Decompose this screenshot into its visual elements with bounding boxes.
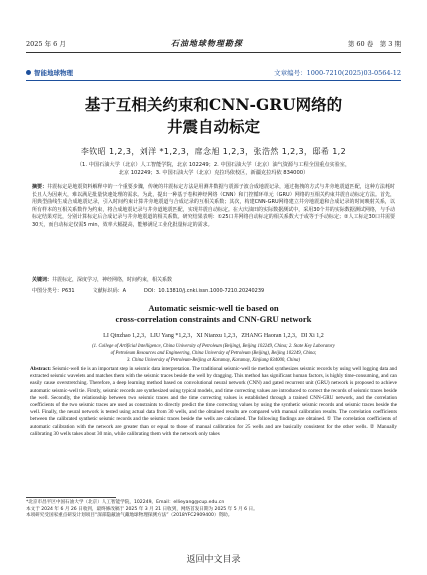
keywords-text: 井震标定，深度学习，神经网络，时间约束，相关系数 [52, 277, 173, 283]
affiliation-line: 3. China University of Petroleum-Beijing at Karamay, Karamay, Xinjiang 834000, China) [126, 357, 301, 363]
title-english-line-2: cross-correlation constraints and CNN-GRU network [115, 314, 312, 324]
footnote-dates: 本文于 2024 年 6 月 26 日收到，最终修改稿于 2025 年 3 月 21 日收到，网络首发日期为 2025 年 5 月 6 日。 [26, 506, 258, 512]
authors-english: LI Qinzhao 1,2,3，LIU Yang *1,2,3，XI Nianxu 1,2,3，ZHANG Haoran 1,2,3，DI Xi 1,2 [103, 333, 324, 339]
title-english-line-1: Automatic seismic-well tie based on [148, 303, 279, 313]
classification-line [32, 287, 395, 294]
section-tag [26, 68, 73, 77]
journal-name: 石油地球物理勘探 [170, 37, 243, 48]
issue-date: 2025 年 6 月 [26, 39, 66, 48]
abstract-label: Abstract: [30, 366, 52, 372]
running-head [26, 36, 401, 50]
keywords-label: 关键词： [32, 277, 53, 283]
footnotes [26, 500, 401, 520]
affiliation-line: (1. College of Artificial Intelligence, China University of Petroleum (Beijing), Beijing 102249, China; 2. State Key Laboratory [92, 344, 335, 349]
title-chinese-line-1: 基于互相关约束和CNN-GRU网络的 [84, 95, 343, 114]
header-rule [26, 52, 401, 53]
footnote-rule [26, 497, 116, 498]
doi: DOI：10.13810/j.cnki.issn.1000-7210.20240239 [143, 288, 265, 294]
abstract-english [30, 366, 397, 438]
article-number: 文章编号：1000-7210(2025)03-0564-12 [274, 68, 401, 77]
title-chinese-line-2: 井震自动标定 [166, 117, 260, 136]
affiliation-line: （1. 中国石油大学（北京）人工智能学院，北京 102249；2. 中国石油大学（北京）油气资源与工程全国重点实验室， [76, 162, 351, 168]
section-tag-label: 智能地球物理 [34, 68, 73, 77]
title-chinese [26, 94, 401, 138]
abstract-label: 摘要： [32, 184, 48, 190]
abstract-chinese [32, 184, 395, 230]
section-bullet-icon [26, 70, 31, 75]
document-code: 文献标识码：A [92, 288, 126, 294]
footnote-corresponding: *北京市昌平区中国石油大学（北京）人工智能学院，102249。Email：ellieyang@cup.edu.cn [26, 500, 225, 505]
back-to-contents-link[interactable]: 返回中文目录 [186, 555, 241, 565]
affiliation-line: of Petroleum Resources and Engineering, China University of Petroleum (Beijing), Beijing 102249, China; [110, 350, 317, 356]
affiliations-chinese [36, 161, 391, 177]
affiliations-english [34, 344, 393, 364]
section-rule [26, 80, 401, 81]
volume-issue: 第 60 卷 第 3 期 [347, 39, 401, 48]
clc-number: 中图分类号：P631 [32, 288, 75, 294]
footnote-funding: 本项研究受国家重点研发计划项目“深部隐蔽油气藏地球物理探测方法”（2018YFC2909400）资助。 [26, 513, 233, 519]
authors-chinese: 李钦昭 1,2,3，刘洋 *1,2,3，席念旭 1,2,3，张浩然 1,2,3，邸希 1,2 [80, 147, 347, 156]
keywords-chinese [32, 276, 395, 283]
abstract-text: 井震标定是地震资料解释中的一个重要步骤，传统的井震标定方法是用测井数据与震源子波合成地震记录，通过拖拽的方式与井旁地震道匹配，这种方法耗时长且人为因素大，难以满足批量快速处理的需求。为此，提出一种基于卷积神经网络（CNN）和门控循环单元（GRU）网络的互相关约束井震自动标定方法。首先，用典型曲线生成合成地震记录，引入时间约束计算井旁地震道与合成记录的互相关系数；其次，构建CNN-GRU网络建立井旁地震道和合成记录的时间映射关系，以所有样本的互相关系数作为约束，将合成地震记录与井旁道地震匹配，实现井震自动标定。在大庆油田的实际数据测试中，采用30个井的实际数据测试网络，与手动标定结果对比，分别计算标定后合成记录与井旁地震道的相关系数。研究结果表明：①25口井网络自动标定的相关系数大于或等于手动标定；②人工标定30口井需要30天，而自动标定仅需5 min，效率大幅提高，能够满足工业化批量标定的需求。 [32, 184, 395, 228]
abstract-text: Seismic-well tie is an important step in seismic data interpretation. The traditional seismic-well tie method synthesizes seismic records by using well logging data and extracted seismic wavelets and matches them with the seismic traces beside the well by dragging. This method has significant human factors, is highly time-consuming, and can easily cause overstretching. Therefore, a deep learning method based on convolutional neural network (CNN) and gated recurrent unit (GRU) network is proposed to achieve automatic seismic-well tie. Firstly, seismic records are synthesized using typical models, and time correcting values are introduced to correct the records of seismic traces beside the well. Secondly, the relationship between two seismic traces and the time correcting values is established through a trained CNN-GRU network, and the correlation coefficients of the two seismic traces are used as constraints to directly predict the time correcting values by using the synthetic seismic records and seismic traces beside the well. Finally, the neural network is tested using actual data from 30 wells, and the obtained results are compared with manual calibration results. The correlation coefficients between the calibrated synthetic seismic records and the seismic traces beside the wells are calculated. The following findings are obtained. ① The correlation coefficients of automatic calibration with the network are greater than or equal to those of manual calibration for 25 wells and are basically consistent for the other wells. ② Manually calibrating 30 wells takes about 30 min, while calibrating them with the network only takes [30, 366, 397, 437]
affiliation-line: 北京 102249；3. 中国石油大学（北京）克拉玛依校区，新疆克拉玛依 834000） [118, 170, 309, 176]
section-bar [26, 66, 401, 78]
title-english [26, 303, 401, 325]
